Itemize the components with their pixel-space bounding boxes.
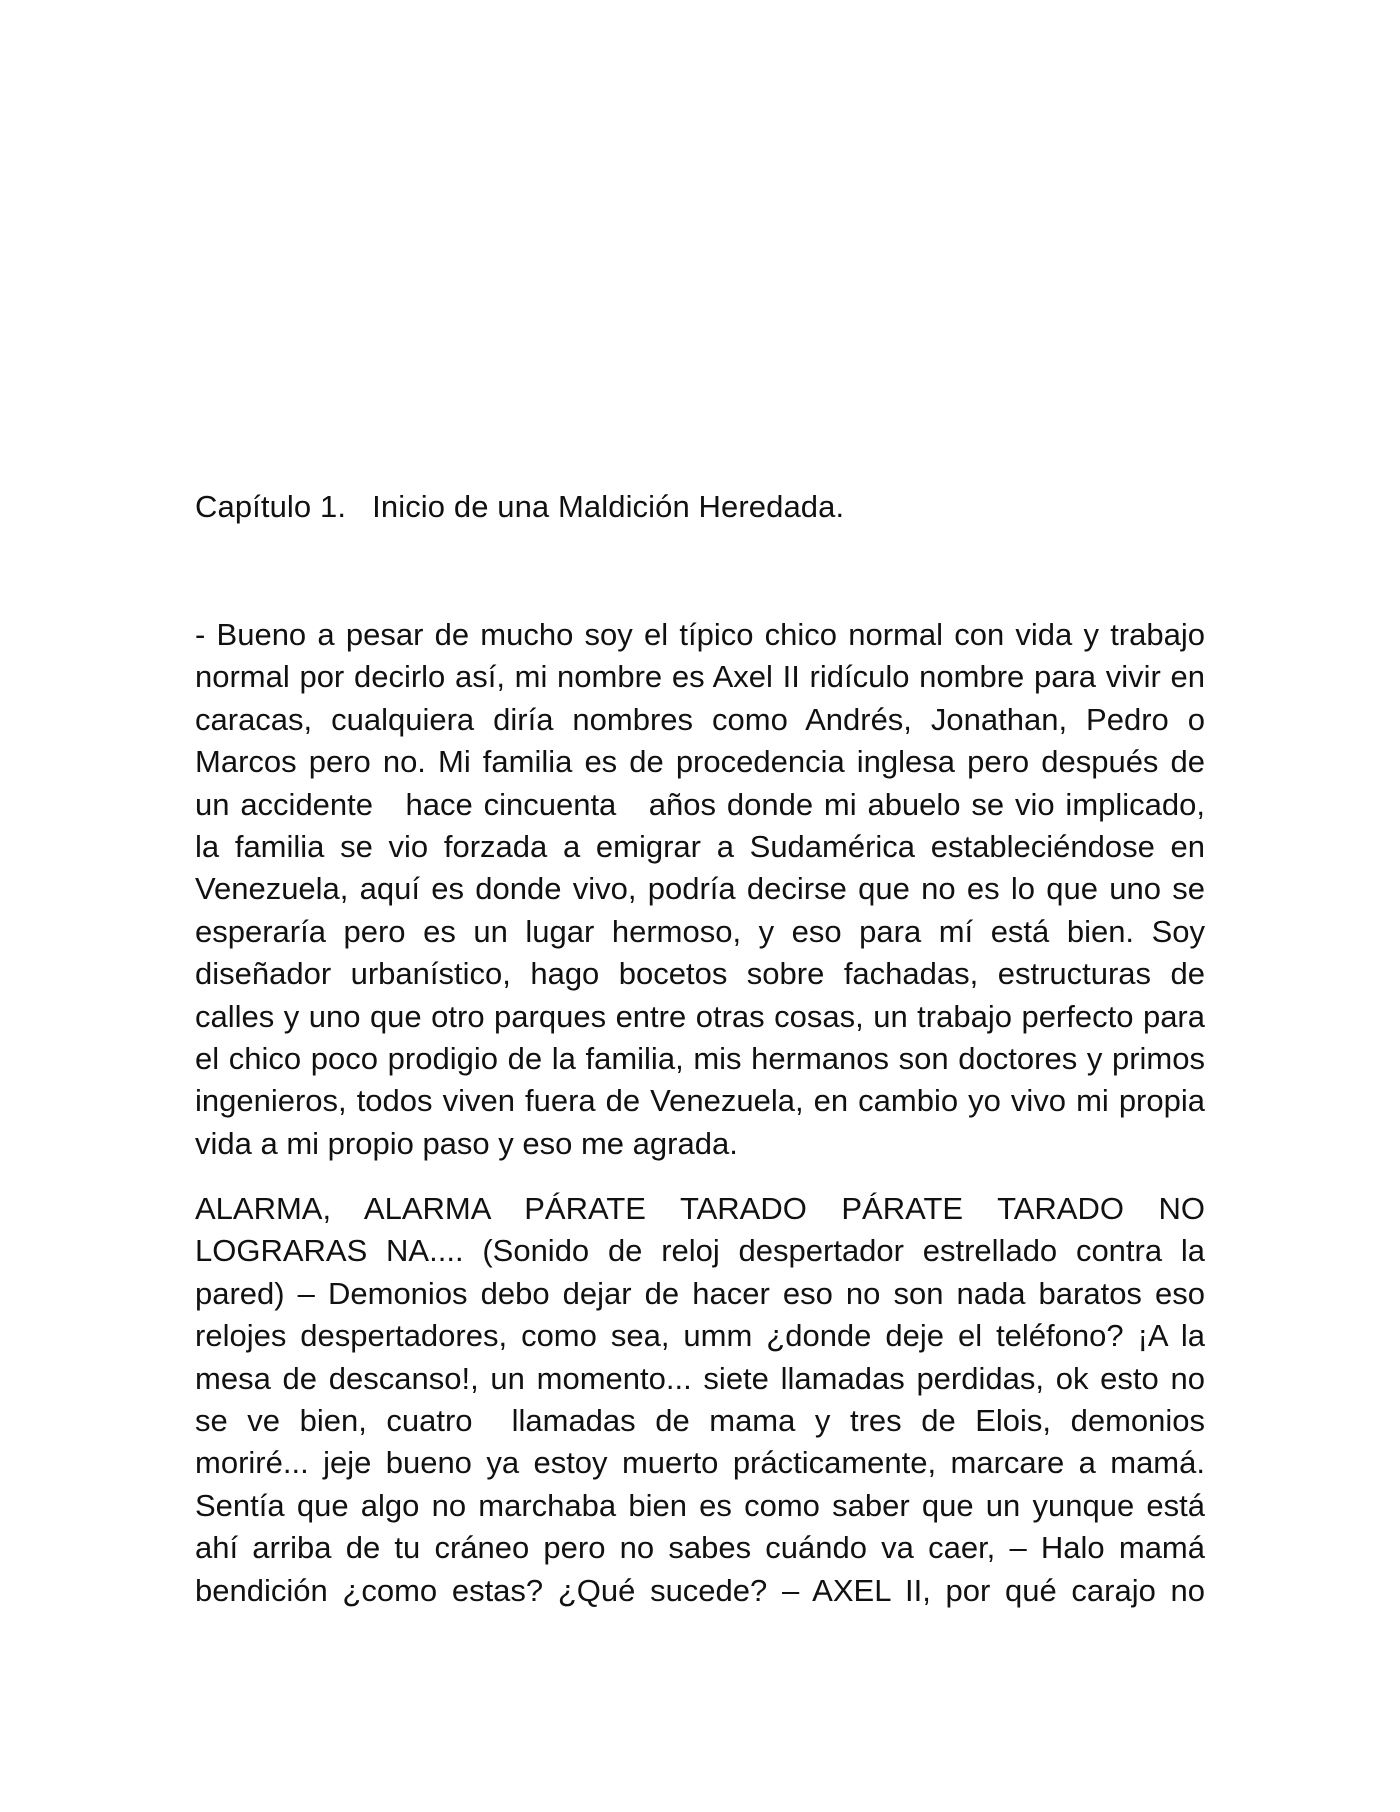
text-line: LOGRARAS NA.... (Sonido de reloj despertador estrellado contra la <box>195 1233 1205 1269</box>
text-line: mesa de descanso!, un momento... siete llamadas perdidas, ok esto no <box>195 1360 1205 1396</box>
text-line: ingenieros, todos viven fuera de Venezuela, en cambio yo vivo mi propia <box>195 1083 1205 1119</box>
text-line: ALARMA, ALARMA PÁRATE TARADO PÁRATE TARADO NO <box>195 1191 1205 1227</box>
text-line: se ve bien, cuatro llamadas de mama y tres de Elois, demonios <box>195 1403 1205 1439</box>
text-line: Sentía que algo no marchaba bien es como saber que un yunque está <box>195 1487 1205 1523</box>
text-line: Venezuela, aquí es donde vivo, podría decirse que no es lo que uno se <box>195 871 1205 907</box>
text-line: normal por decirlo así, mi nombre es Axel II ridículo nombre para vivir en <box>195 659 1205 695</box>
paragraph-alarm <box>195 1188 1205 1612</box>
text-line: un accidente hace cincuenta años donde mi abuelo se vio implicado, <box>195 786 1205 822</box>
chapter-title: Capítulo 1. Inicio de una Maldición Heredada. <box>195 489 845 524</box>
text-line: diseñador urbanístico, hago bocetos sobre fachadas, estructuras de <box>195 956 1205 992</box>
text-line: ahí arriba de tu cráneo pero no sabes cuándo va caer, – Halo mamá <box>195 1530 1205 1566</box>
text-line: pared) – Demonios debo dejar de hacer eso no son nada baratos eso <box>195 1275 1205 1311</box>
text-line: moriré... jeje bueno ya estoy muerto prácticamente, marcare a mamá. <box>195 1445 1205 1481</box>
paragraph-intro <box>195 614 1205 1165</box>
text-line: bendición ¿como estas? ¿Qué sucede? – AXEL II, por qué carajo no <box>195 1572 1205 1608</box>
body-text <box>195 614 1205 1612</box>
text-line: - Bueno a pesar de mucho soy el típico chico normal con vida y trabajo <box>195 617 1205 652</box>
text-line: caracas, cualquiera diría nombres como Andrés, Jonathan, Pedro o <box>195 701 1205 737</box>
text-line: relojes despertadores, como sea, umm ¿donde deje el teléfono? ¡A la <box>195 1318 1205 1354</box>
text-line: esperaría pero es un lugar hermoso, y eso para mí está bien. Soy <box>195 913 1205 949</box>
text-line: vida a mi propio paso y eso me agrada. <box>195 1125 738 1161</box>
text-line: el chico poco prodigio de la familia, mis hermanos son doctores y primos <box>195 1040 1205 1076</box>
text-line: Marcos pero no. Mi familia es de procedencia inglesa pero después de <box>195 744 1205 780</box>
text-line: la familia se vio forzada a emigrar a Sudamérica estableciéndose en <box>195 828 1205 864</box>
text-line: calles y uno que otro parques entre otras cosas, un trabajo perfecto para <box>195 998 1205 1034</box>
